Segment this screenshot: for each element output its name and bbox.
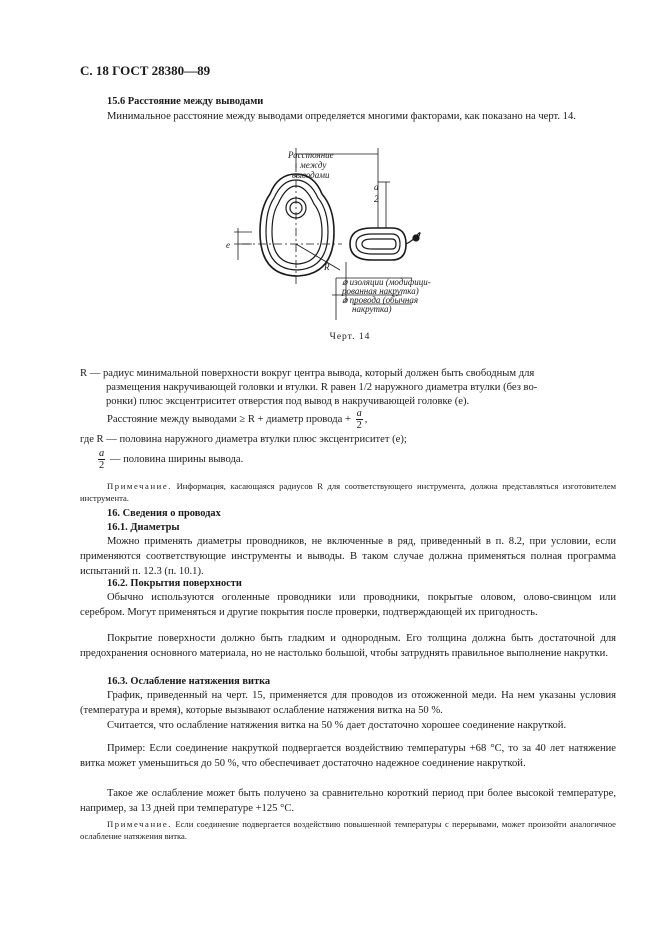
where-a-text: — половина ширины вывода. — [109, 453, 244, 465]
r-definition-line1: R — радиус минимальной поверхности вокруг центра вывода, который должен быть свободным для — [80, 368, 535, 379]
formula-end: , — [364, 413, 368, 425]
formula-text: Расстояние между выводами ≥ R + диаметр провода + — [107, 413, 351, 425]
callout-line3: ⌀ провода (обычная — [342, 295, 419, 305]
section-16-title: 16. Сведения о проводах — [107, 508, 221, 519]
where-a-num: a — [99, 448, 105, 459]
page-header: С. 18 ГОСТ 28380—89 — [80, 63, 211, 78]
label-spacing-line2: между — [300, 160, 327, 170]
callout-line2: рованная накрутка) — [342, 286, 419, 296]
figure-14-drawing — [212, 144, 482, 326]
note-1-label: Примечание. — [107, 481, 173, 491]
label-R: R — [324, 262, 330, 272]
section-15-6-intro: Минимальное расстояние между выводами определяется многими факторами, как показано на черт. 14. — [107, 111, 576, 122]
section-16-1-text: Можно применять диаметры проводников, не включенные в ряд, приведенный в п. 8.2, при условии, если применяются соответствующие инструменты и выводы. В таком случае должна применяться полная программа испытаний п. 12.3 (п. 10.1). — [80, 536, 616, 578]
section-16-2-p1: Обычно используются оголенные проводники или проводники, покрытые оловом, олово-свинцом или серебром. Могут применяться и другие покрытия после проверки, подтверждающей их пригодность. — [80, 592, 616, 619]
label-a: a — [374, 182, 379, 192]
note-2-text: Если соединение подвергается воздействию повышенной температуры с перерывами, может произойти аналогичное ослабление натяжения витка. — [80, 819, 616, 842]
where-a-fraction — [98, 448, 105, 471]
note-1-text: Информация, касающаяся радиусов R для соответствующего инструмента, должна представляться изготовителем инструмента. — [80, 481, 617, 504]
section-16-2-p2: Покрытие поверхности должно быть гладким и однородным. Его толщина должна быть достаточной для предохранения основного материала, но не настолько большой, чтобы затруднять правильное выполнение накрутки. — [80, 633, 616, 660]
section-15-6-title: 15.6 Расстояние между выводами — [107, 96, 264, 107]
where-R: где R — половина наружного диаметра втулки плюс эксцентриситет (e); — [80, 434, 407, 445]
formula-fraction — [356, 408, 363, 431]
r-definition-line3: ронки) плюс эксцентриситет отверстия под вывод в накручивающей головке (e). — [106, 396, 470, 407]
section-16-1-title: 16.1. Диаметры — [107, 522, 180, 533]
label-a-den: 2 — [374, 194, 379, 204]
section-16-3-title: 16.3. Ослабление натяжения витка — [107, 676, 271, 687]
callout-line4: накрутка) — [352, 304, 392, 314]
callout-line1: ⌀ изоляции (модифици- — [342, 277, 431, 287]
label-spacing-line3: выводами — [292, 170, 330, 180]
note-1 — [80, 480, 616, 505]
label-e: e — [226, 240, 230, 250]
section-16-3-p1: График, приведенный на черт. 15, применяется для проводов из отожженной меди. На нем указаны условия (температура и время), которые вызывают ослабление натяжения витка на 50 %. — [80, 690, 616, 717]
distance-formula — [107, 408, 367, 431]
formula-den: 2 — [356, 420, 362, 431]
section-16-3-p3: Пример: Если соединение накруткой подвергается воздействию температуры +68 °С, то за 40 лет натяжение витка может уменьшиться до 50 %, что обеспечивает достаточно надежное соединение накруткой. — [80, 743, 616, 770]
label-spacing-line1: Расстояние — [288, 150, 334, 160]
section-16-2-title: 16.2. Покрытия поверхности — [107, 578, 242, 589]
figure-caption: Черт. 14 — [329, 332, 371, 342]
section-16-3-p4: Такое же ослабление может быть получено за сравнительно короткий период при более высокой температуре, например, за 13 дней при температуре +125 °С. — [80, 788, 616, 815]
r-definition-line2: размещения накручивающей головки и втулки. R равен 1/2 наружного диаметра втулки (без во- — [106, 382, 538, 393]
formula-num: a — [356, 408, 362, 419]
section-16-3-p2: Считается, что ослабление натяжения витка на 50 % дает достаточно хорошее соединение накруткой. — [107, 720, 567, 731]
note-2 — [80, 818, 616, 843]
where-a-den: 2 — [99, 460, 105, 471]
where-a — [96, 448, 243, 471]
note-2-label: Примечание. — [107, 819, 173, 829]
